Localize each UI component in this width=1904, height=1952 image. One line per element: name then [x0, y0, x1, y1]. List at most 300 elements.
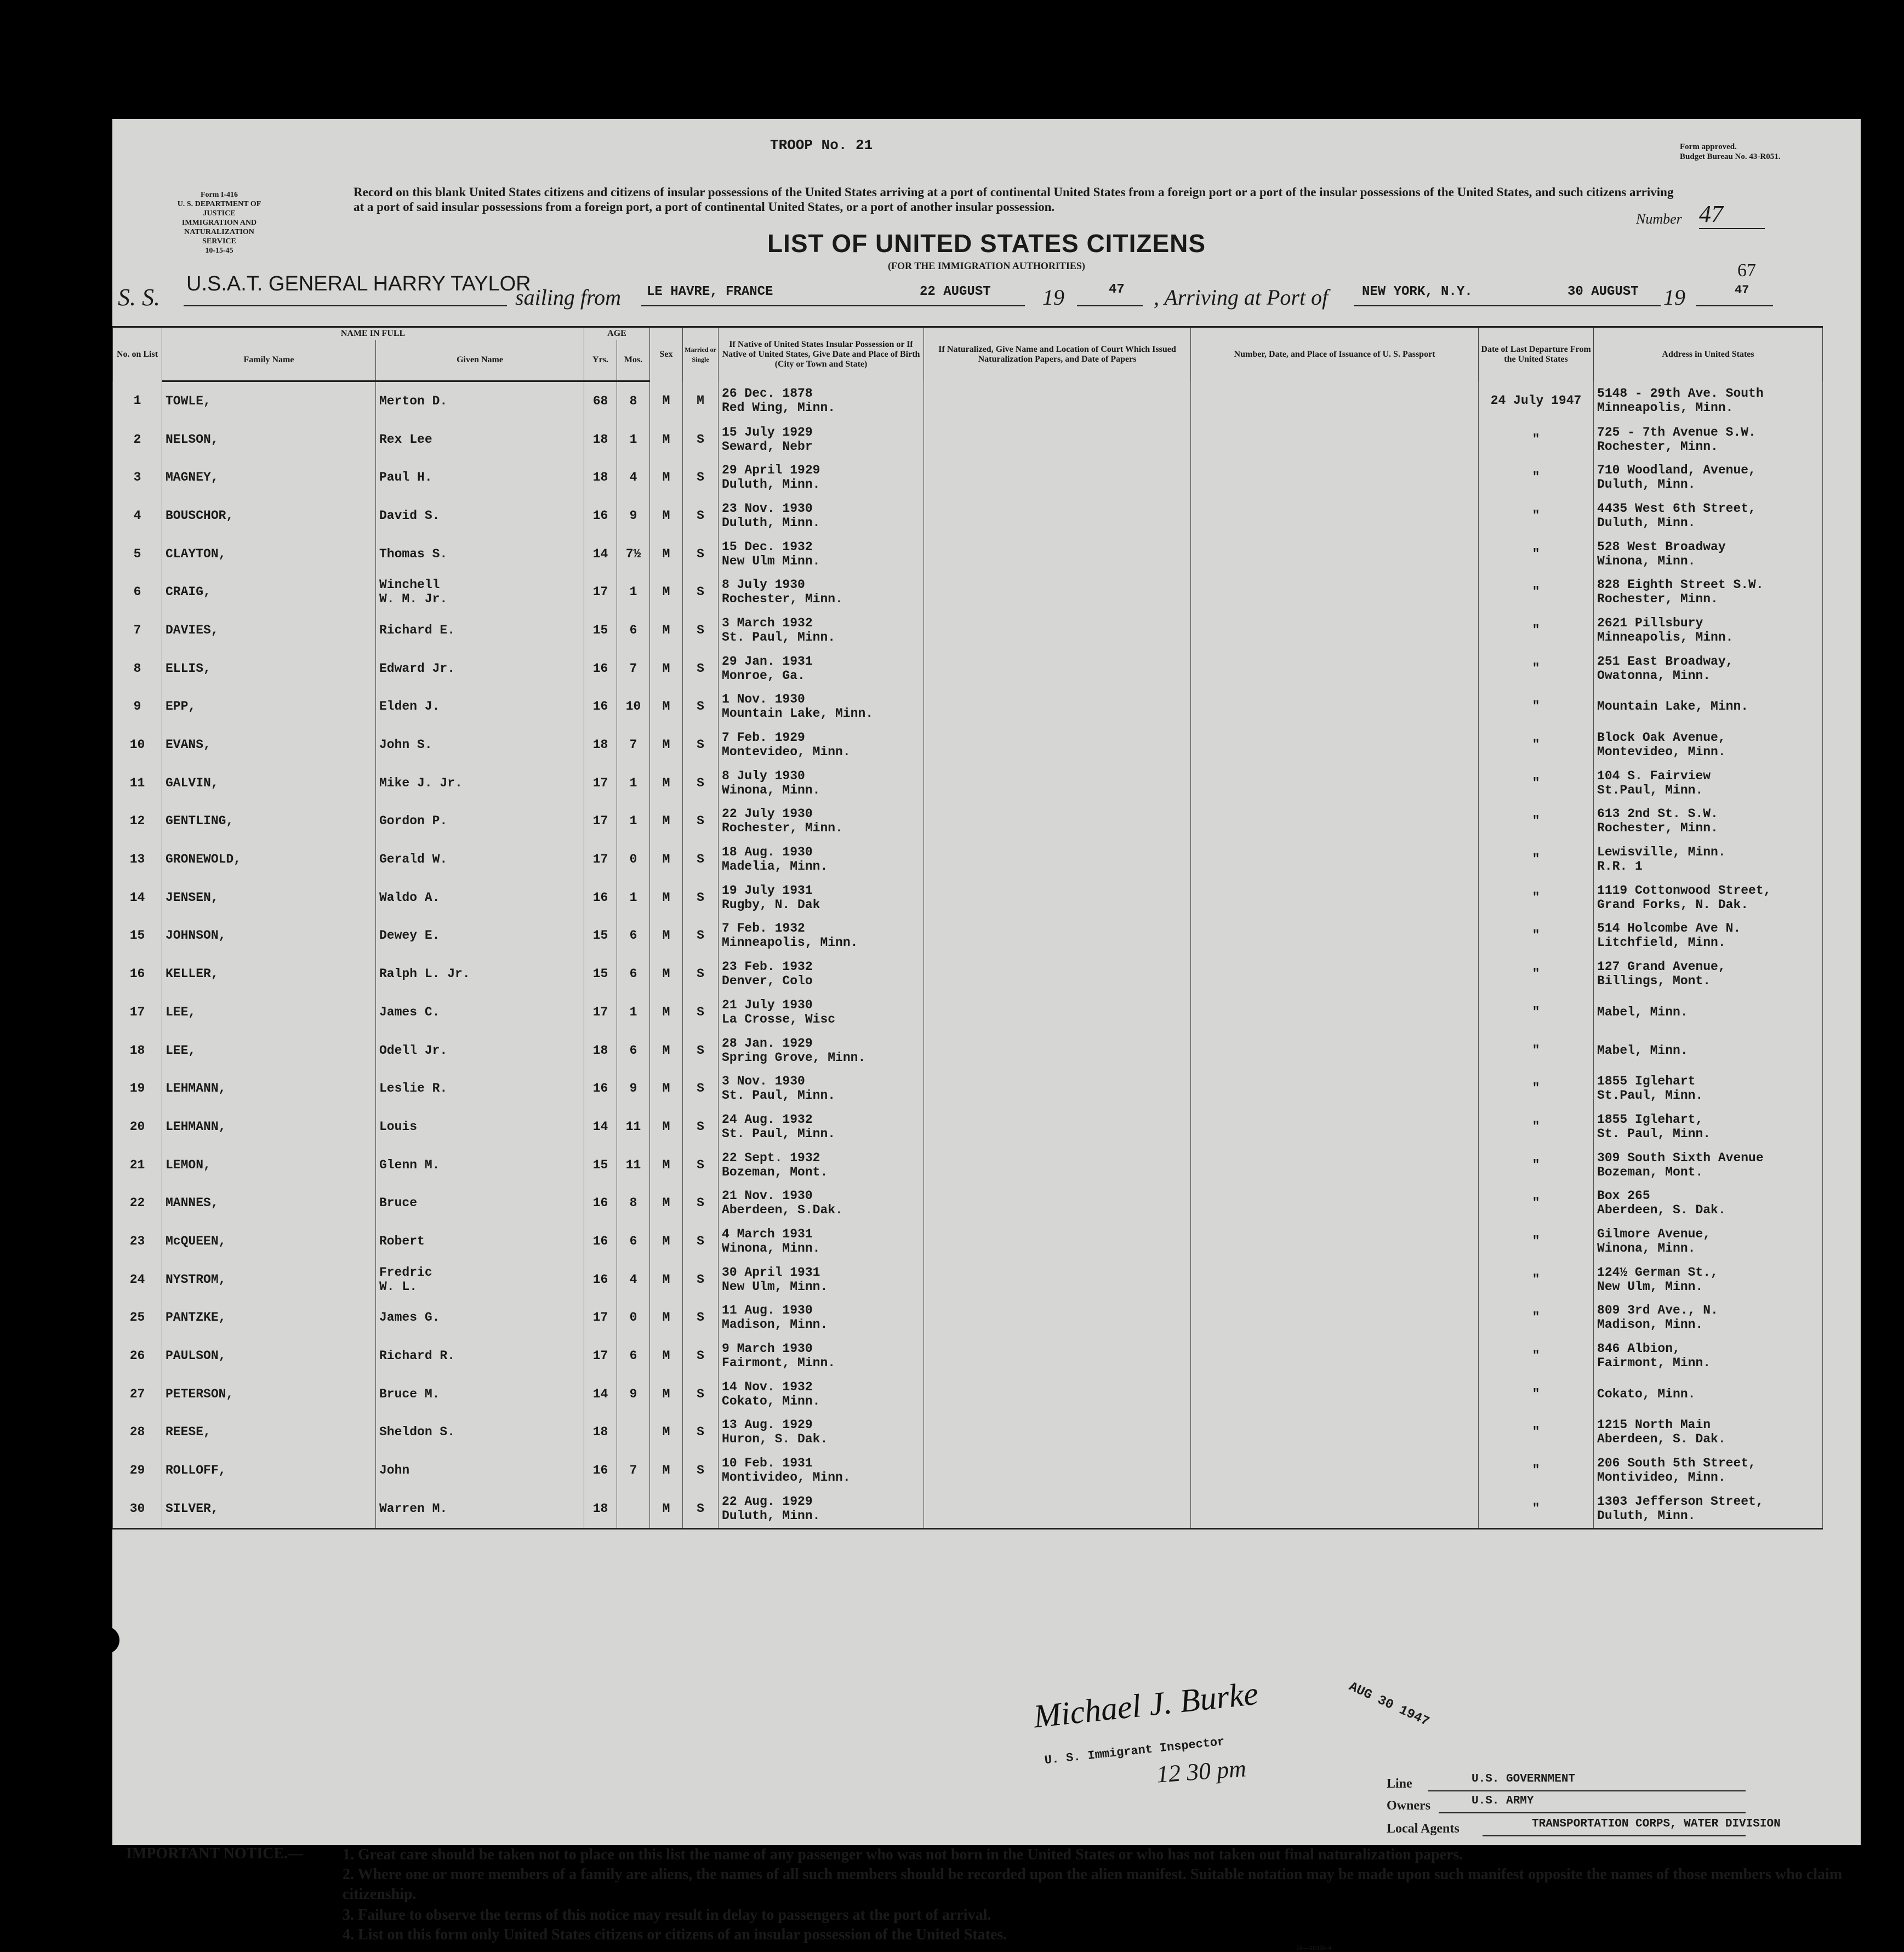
- us-address: Block Oak Avenue, Montevideo, Minn.: [1594, 726, 1823, 764]
- passport: [1191, 917, 1479, 955]
- arrival-note: 67: [1737, 260, 1756, 281]
- marital-status: S: [683, 1222, 719, 1260]
- row-number: 15: [113, 917, 162, 955]
- last-departure: ": [1479, 649, 1594, 688]
- passport: [1191, 878, 1479, 917]
- birth-date-place: 22 July 1930 Rochester, Minn.: [719, 802, 924, 841]
- form-approved-note: Form approved. Budget Bureau No. 43-R051.: [1680, 142, 1781, 161]
- sex: M: [650, 955, 683, 993]
- page-subtitle: (FOR THE IMMIGRATION AUTHORITIES): [888, 260, 1085, 271]
- given-name: James G.: [376, 1299, 584, 1337]
- given-name: Elden J.: [376, 688, 584, 726]
- last-departure: ": [1479, 1031, 1594, 1070]
- family-name: REESE,: [162, 1413, 376, 1452]
- naturalization: [924, 726, 1191, 764]
- family-name: GENTLING,: [162, 802, 376, 841]
- important-notice-label: IMPORTANT NOTICE.—: [126, 1845, 304, 1862]
- marital-status: S: [683, 1337, 719, 1375]
- marital-status: S: [683, 1260, 719, 1299]
- birth-date-place: 3 Nov. 1930 St. Paul, Minn.: [719, 1069, 924, 1108]
- last-departure: ": [1479, 573, 1594, 611]
- age-months: 1: [617, 764, 650, 802]
- header-notice: Record on this blank United States citizens and citizens of insular possessions of the United States arriving at a port of continental United States from a foreign port or a port of the insular possessions of the United States, and such citizens arriving at a port of said insular possessions from a foreign port, a port of continental United States, or a port of another insular possession.: [354, 185, 1674, 214]
- us-address: Mountain Lake, Minn.: [1594, 688, 1823, 726]
- marital-status: S: [683, 458, 719, 496]
- sex: M: [650, 1451, 683, 1489]
- birth-date-place: 4 March 1931 Winona, Minn.: [719, 1222, 924, 1260]
- given-name: Odell Jr.: [376, 1031, 584, 1070]
- col-departure: Date of Last Departure From the United States: [1479, 327, 1594, 381]
- naturalization: [924, 1375, 1191, 1413]
- col-native-birth: If Native of United States Insular Possession or If Native of United States, Give Date and Place of Birth (City or Town and State): [719, 327, 924, 381]
- passport: [1191, 1413, 1479, 1452]
- table-row: [113, 1069, 1823, 1108]
- passport: [1191, 993, 1479, 1031]
- col-sex: Sex: [650, 327, 683, 381]
- given-name: Merton D.: [376, 381, 584, 420]
- marital-status: S: [683, 917, 719, 955]
- us-address: Cokato, Minn.: [1594, 1375, 1823, 1413]
- binder-hole: [76, 1206, 103, 1233]
- marital-status: S: [683, 1299, 719, 1337]
- sex: M: [650, 878, 683, 917]
- given-name: Fredric W. L.: [376, 1260, 584, 1299]
- given-name: Ralph L. Jr.: [376, 955, 584, 993]
- inspector-title: U. S. Immigrant Inspector: [1044, 1734, 1225, 1768]
- birth-date-place: 23 Feb. 1932 Denver, Colo: [719, 955, 924, 993]
- age-years: 16: [584, 1069, 617, 1108]
- col-family-name: Family Name: [162, 340, 376, 381]
- row-number: 29: [113, 1451, 162, 1489]
- given-name: Bruce M.: [376, 1375, 584, 1413]
- us-address: 2621 Pillsbury Minneapolis, Minn.: [1594, 611, 1823, 649]
- age-years: 68: [584, 381, 617, 420]
- sex: M: [650, 1031, 683, 1070]
- row-number: 27: [113, 1375, 162, 1413]
- birth-date-place: 13 Aug. 1929 Huron, S. Dak.: [719, 1413, 924, 1452]
- age-months: 8: [617, 381, 650, 420]
- age-years: 18: [584, 726, 617, 764]
- naturalization: [924, 840, 1191, 878]
- passport: [1191, 573, 1479, 611]
- sex: M: [650, 573, 683, 611]
- family-name: TOWLE,: [162, 381, 376, 420]
- birth-date-place: 19 July 1931 Rugby, N. Dak: [719, 878, 924, 917]
- given-name: Leslie R.: [376, 1069, 584, 1108]
- col-given-name: Given Name: [376, 340, 584, 381]
- age-months: 7: [617, 1451, 650, 1489]
- marital-status: S: [683, 420, 719, 459]
- given-name: Rex Lee: [376, 420, 584, 459]
- marital-status: S: [683, 649, 719, 688]
- row-number: 3: [113, 458, 162, 496]
- sex: M: [650, 688, 683, 726]
- given-name: Glenn M.: [376, 1146, 584, 1184]
- age-years: 16: [584, 1260, 617, 1299]
- passport: [1191, 420, 1479, 459]
- birth-date-place: 15 Dec. 1932 New Ulm Minn.: [719, 535, 924, 573]
- age-years: 17: [584, 764, 617, 802]
- row-number: 16: [113, 955, 162, 993]
- table-row: [113, 1337, 1823, 1375]
- us-address: 828 Eighth Street S.W. Rochester, Minn.: [1594, 573, 1823, 611]
- row-number: 7: [113, 611, 162, 649]
- sex: M: [650, 1108, 683, 1146]
- row-number: 1: [113, 381, 162, 420]
- age-months: [617, 1489, 650, 1528]
- birth-date-place: 21 July 1930 La Crosse, Wisc: [719, 993, 924, 1031]
- age-months: 6: [617, 1337, 650, 1375]
- age-months: 7½: [617, 535, 650, 573]
- sex: M: [650, 611, 683, 649]
- row-number: 10: [113, 726, 162, 764]
- sex: M: [650, 917, 683, 955]
- passport: [1191, 955, 1479, 993]
- naturalization: [924, 1489, 1191, 1528]
- birth-date-place: 14 Nov. 1932 Cokato, Minn.: [719, 1375, 924, 1413]
- notice-item-4: 4. List on this form only United States citizens or citizens of an insular possession of the United States.: [343, 1926, 1007, 1943]
- family-name: KELLER,: [162, 955, 376, 993]
- table-row: [113, 381, 1823, 420]
- table-row: [113, 649, 1823, 688]
- naturalization: [924, 496, 1191, 535]
- passport: [1191, 1146, 1479, 1184]
- last-departure: ": [1479, 840, 1594, 878]
- col-yrs: Yrs.: [584, 340, 617, 381]
- marital-status: S: [683, 1031, 719, 1070]
- us-address: 528 West Broadway Winona, Minn.: [1594, 535, 1823, 573]
- last-departure: ": [1479, 1451, 1594, 1489]
- ship-underline: [184, 305, 507, 306]
- marital-status: S: [683, 1146, 719, 1184]
- family-name: GALVIN,: [162, 764, 376, 802]
- given-name: Gordon P.: [376, 802, 584, 841]
- marital-status: S: [683, 840, 719, 878]
- table-row: [113, 1222, 1823, 1260]
- age-years: 18: [584, 420, 617, 459]
- marital-status: S: [683, 1184, 719, 1222]
- sex: M: [650, 1260, 683, 1299]
- marital-status: M: [683, 381, 719, 420]
- table-row: [113, 1184, 1823, 1222]
- marital-status: S: [683, 688, 719, 726]
- departure-date: 22 AUGUST: [920, 284, 991, 299]
- given-name: Gerald W.: [376, 840, 584, 878]
- naturalization: [924, 420, 1191, 459]
- given-name: Richard E.: [376, 611, 584, 649]
- marital-status: S: [683, 1451, 719, 1489]
- port-underline: [641, 305, 1025, 306]
- given-name: James C.: [376, 993, 584, 1031]
- age-years: 18: [584, 458, 617, 496]
- naturalization: [924, 649, 1191, 688]
- age-years: 17: [584, 1299, 617, 1337]
- birth-date-place: 18 Aug. 1930 Madelia, Minn.: [719, 840, 924, 878]
- row-number: 6: [113, 573, 162, 611]
- passport: [1191, 688, 1479, 726]
- birth-date-place: 7 Feb. 1932 Minneapolis, Minn.: [719, 917, 924, 955]
- last-departure: ": [1479, 955, 1594, 993]
- sex: M: [650, 1222, 683, 1260]
- marital-status: S: [683, 1413, 719, 1452]
- age-years: 18: [584, 1413, 617, 1452]
- last-departure: ": [1479, 1184, 1594, 1222]
- manifest-sheet: [112, 119, 1861, 1951]
- family-name: LEE,: [162, 993, 376, 1031]
- sex: M: [650, 1337, 683, 1375]
- birth-date-place: 9 March 1930 Fairmont, Minn.: [719, 1337, 924, 1375]
- table-row: [113, 1260, 1823, 1299]
- age-years: 16: [584, 1451, 617, 1489]
- birth-date-place: 22 Sept. 1932 Bozeman, Mont.: [719, 1146, 924, 1184]
- age-months: 9: [617, 1069, 650, 1108]
- family-name: CRAIG,: [162, 573, 376, 611]
- naturalization: [924, 1069, 1191, 1108]
- table-row: [113, 1451, 1823, 1489]
- passport: [1191, 458, 1479, 496]
- row-number: 22: [113, 1184, 162, 1222]
- row-number: 4: [113, 496, 162, 535]
- given-name: Robert: [376, 1222, 584, 1260]
- last-departure: ": [1479, 611, 1594, 649]
- given-name: John: [376, 1451, 584, 1489]
- us-address: 5148 - 29th Ave. South Minneapolis, Minn.: [1594, 381, 1823, 420]
- age-years: 17: [584, 1337, 617, 1375]
- naturalization: [924, 1413, 1191, 1452]
- marital-status: S: [683, 1489, 719, 1528]
- us-address: 725 - 7th Avenue S.W. Rochester, Minn.: [1594, 420, 1823, 459]
- sex: M: [650, 993, 683, 1031]
- given-name: Richard R.: [376, 1337, 584, 1375]
- local-agents-label: Local Agents: [1387, 1822, 1460, 1836]
- birth-date-place: 22 Aug. 1929 Duluth, Minn.: [719, 1489, 924, 1528]
- passport: [1191, 1108, 1479, 1146]
- form-identifier: Form I-416 U. S. DEPARTMENT OF JUSTICE IMMIGRATION AND NATURALIZATION SERVICE 10-15-45: [177, 191, 261, 255]
- passport: [1191, 649, 1479, 688]
- line-label: Line: [1387, 1777, 1412, 1791]
- passport: [1191, 1184, 1479, 1222]
- owners-underline: [1439, 1812, 1746, 1813]
- marital-status: S: [683, 1375, 719, 1413]
- binder-hole: [81, 1542, 109, 1569]
- age-months: 1: [617, 878, 650, 917]
- family-name: EPP,: [162, 688, 376, 726]
- naturalization: [924, 764, 1191, 802]
- given-name: Mike J. Jr.: [376, 764, 584, 802]
- age-years: 14: [584, 535, 617, 573]
- age-years: 17: [584, 993, 617, 1031]
- given-name: Louis: [376, 1108, 584, 1146]
- age-years: 16: [584, 496, 617, 535]
- marital-status: S: [683, 993, 719, 1031]
- arrival-year: 47: [1735, 283, 1749, 297]
- row-number: 9: [113, 688, 162, 726]
- passport: [1191, 1337, 1479, 1375]
- arrival-stamp: AUG 30 1947: [1346, 1679, 1432, 1730]
- table-row: [113, 1299, 1823, 1337]
- last-departure: ": [1479, 458, 1594, 496]
- sex: M: [650, 1489, 683, 1528]
- age-years: 15: [584, 611, 617, 649]
- family-name: PANTZKE,: [162, 1299, 376, 1337]
- local-agents-value: TRANSPORTATION CORPS, WATER DIVISION: [1532, 1818, 1781, 1830]
- last-departure: ": [1479, 420, 1594, 459]
- naturalization: [924, 1337, 1191, 1375]
- table-row: [113, 458, 1823, 496]
- naturalization: [924, 917, 1191, 955]
- sex: M: [650, 535, 683, 573]
- age-years: 18: [584, 1031, 617, 1070]
- naturalization: [924, 1260, 1191, 1299]
- table-row: [113, 535, 1823, 573]
- age-months: 7: [617, 649, 650, 688]
- arrival-year-label: 19: [1663, 285, 1685, 310]
- age-months: 0: [617, 840, 650, 878]
- table-row: [113, 878, 1823, 917]
- naturalization: [924, 1184, 1191, 1222]
- us-address: Mabel, Minn.: [1594, 993, 1823, 1031]
- us-address: 124½ German St., New Ulm, Minn.: [1594, 1260, 1823, 1299]
- birth-date-place: 23 Nov. 1930 Duluth, Minn.: [719, 496, 924, 535]
- arrival-underline: [1354, 305, 1661, 306]
- sex: M: [650, 649, 683, 688]
- owners-value: U.S. ARMY: [1472, 1795, 1534, 1807]
- marital-status: S: [683, 764, 719, 802]
- table-row: [113, 1489, 1823, 1528]
- birth-date-place: 15 July 1929 Seward, Nebr: [719, 420, 924, 459]
- age-years: 16: [584, 649, 617, 688]
- us-address: 1855 Iglehart St.Paul, Minn.: [1594, 1069, 1823, 1108]
- us-address: 127 Grand Avenue, Billings, Mont.: [1594, 955, 1823, 993]
- sex: M: [650, 1375, 683, 1413]
- row-number: 8: [113, 649, 162, 688]
- page-title: LIST OF UNITED STATES CITIZENS: [767, 229, 1206, 258]
- given-name: Bruce: [376, 1184, 584, 1222]
- marital-status: S: [683, 955, 719, 993]
- sex: M: [650, 840, 683, 878]
- col-married-single: Married or Single: [683, 327, 719, 381]
- age-months: 11: [617, 1108, 650, 1146]
- age-years: 15: [584, 917, 617, 955]
- age-years: 14: [584, 1108, 617, 1146]
- birth-date-place: 29 April 1929 Duluth, Minn.: [719, 458, 924, 496]
- col-naturalized: If Naturalized, Give Name and Location of Court Which Issued Naturalization Papers, and Date of Papers: [924, 327, 1191, 381]
- passport: [1191, 1375, 1479, 1413]
- us-address: 1303 Jefferson Street, Duluth, Minn.: [1594, 1489, 1823, 1528]
- age-months: 6: [617, 1222, 650, 1260]
- table-row: [113, 993, 1823, 1031]
- binder-hole: [92, 1626, 119, 1654]
- table-body: [113, 381, 1823, 1529]
- last-departure: ": [1479, 1108, 1594, 1146]
- departure-year: 47: [1109, 282, 1125, 297]
- given-name: Paul H.: [376, 458, 584, 496]
- age-months: 6: [617, 955, 650, 993]
- age-months: 9: [617, 496, 650, 535]
- col-passport: Number, Date, and Place of Issuance of U. S. Passport: [1191, 327, 1479, 381]
- row-number: 14: [113, 878, 162, 917]
- marital-status: S: [683, 1108, 719, 1146]
- us-address: 514 Holcombe Ave N. Litchfield, Minn.: [1594, 917, 1823, 955]
- inspector-signature: Michael J. Burke: [1031, 1675, 1260, 1735]
- family-name: LEHMANN,: [162, 1108, 376, 1146]
- sex: M: [650, 764, 683, 802]
- given-name: Thomas S.: [376, 535, 584, 573]
- table-row: [113, 1146, 1823, 1184]
- table-row: [113, 1375, 1823, 1413]
- table-header-row: [113, 327, 1823, 340]
- passport: [1191, 764, 1479, 802]
- family-name: DAVIES,: [162, 611, 376, 649]
- naturalization: [924, 381, 1191, 420]
- us-address: Box 265 Aberdeen, S. Dak.: [1594, 1184, 1823, 1222]
- sex: M: [650, 496, 683, 535]
- age-months: 9: [617, 1375, 650, 1413]
- us-address: 710 Woodland, Avenue, Duluth, Minn.: [1594, 458, 1823, 496]
- given-name: Dewey E.: [376, 917, 584, 955]
- given-name: Sheldon S.: [376, 1413, 584, 1452]
- table-row: [113, 764, 1823, 802]
- family-name: JOHNSON,: [162, 917, 376, 955]
- last-departure: ": [1479, 917, 1594, 955]
- table-row: [113, 840, 1823, 878]
- last-departure: 24 July 1947: [1479, 381, 1594, 420]
- last-departure: ": [1479, 688, 1594, 726]
- last-departure: ": [1479, 1146, 1594, 1184]
- arrival-port: NEW YORK, N.Y.: [1362, 284, 1473, 299]
- given-name: Warren M.: [376, 1489, 584, 1528]
- birth-date-place: 24 Aug. 1932 St. Paul, Minn.: [719, 1108, 924, 1146]
- birth-date-place: 28 Jan. 1929 Spring Grove, Minn.: [719, 1031, 924, 1070]
- family-name: MAGNEY,: [162, 458, 376, 496]
- sex: M: [650, 458, 683, 496]
- col-no: No. on List: [113, 327, 162, 381]
- us-address: 251 East Broadway, Owatonna, Minn.: [1594, 649, 1823, 688]
- us-address: 1855 Iglehart, St. Paul, Minn.: [1594, 1108, 1823, 1146]
- age-years: 17: [584, 802, 617, 841]
- naturalization: [924, 1299, 1191, 1337]
- row-number: 2: [113, 420, 162, 459]
- us-address: 309 South Sixth Avenue Bozeman, Mont.: [1594, 1146, 1823, 1184]
- last-departure: ": [1479, 1260, 1594, 1299]
- line-value: U.S. GOVERNMENT: [1472, 1773, 1576, 1785]
- age-years: 17: [584, 573, 617, 611]
- binder-hole: [76, 1288, 103, 1315]
- age-months: 7: [617, 726, 650, 764]
- col-name-in-full: NAME IN FULL: [162, 327, 584, 340]
- passport: [1191, 1031, 1479, 1070]
- number-value: 47: [1699, 200, 1765, 229]
- birth-date-place: 30 April 1931 New Ulm, Minn.: [719, 1260, 924, 1299]
- given-name: Edward Jr.: [376, 649, 584, 688]
- arriving-label: , Arriving at Port of: [1154, 285, 1329, 310]
- family-name: ROLLOFF,: [162, 1451, 376, 1489]
- family-name: McQUEEN,: [162, 1222, 376, 1260]
- row-number: 25: [113, 1299, 162, 1337]
- arrival-date: 30 AUGUST: [1567, 284, 1639, 299]
- last-departure: ": [1479, 878, 1594, 917]
- sex: M: [650, 1184, 683, 1222]
- age-years: 16: [584, 1222, 617, 1260]
- marital-status: S: [683, 496, 719, 535]
- us-address: 846 Albion, Fairmont, Minn.: [1594, 1337, 1823, 1375]
- year2-underline: [1696, 305, 1773, 306]
- given-name: David S.: [376, 496, 584, 535]
- birth-date-place: 10 Feb. 1931 Montivideo, Minn.: [719, 1451, 924, 1489]
- last-departure: ": [1479, 1222, 1594, 1260]
- agents-underline: [1483, 1835, 1746, 1836]
- age-years: 15: [584, 955, 617, 993]
